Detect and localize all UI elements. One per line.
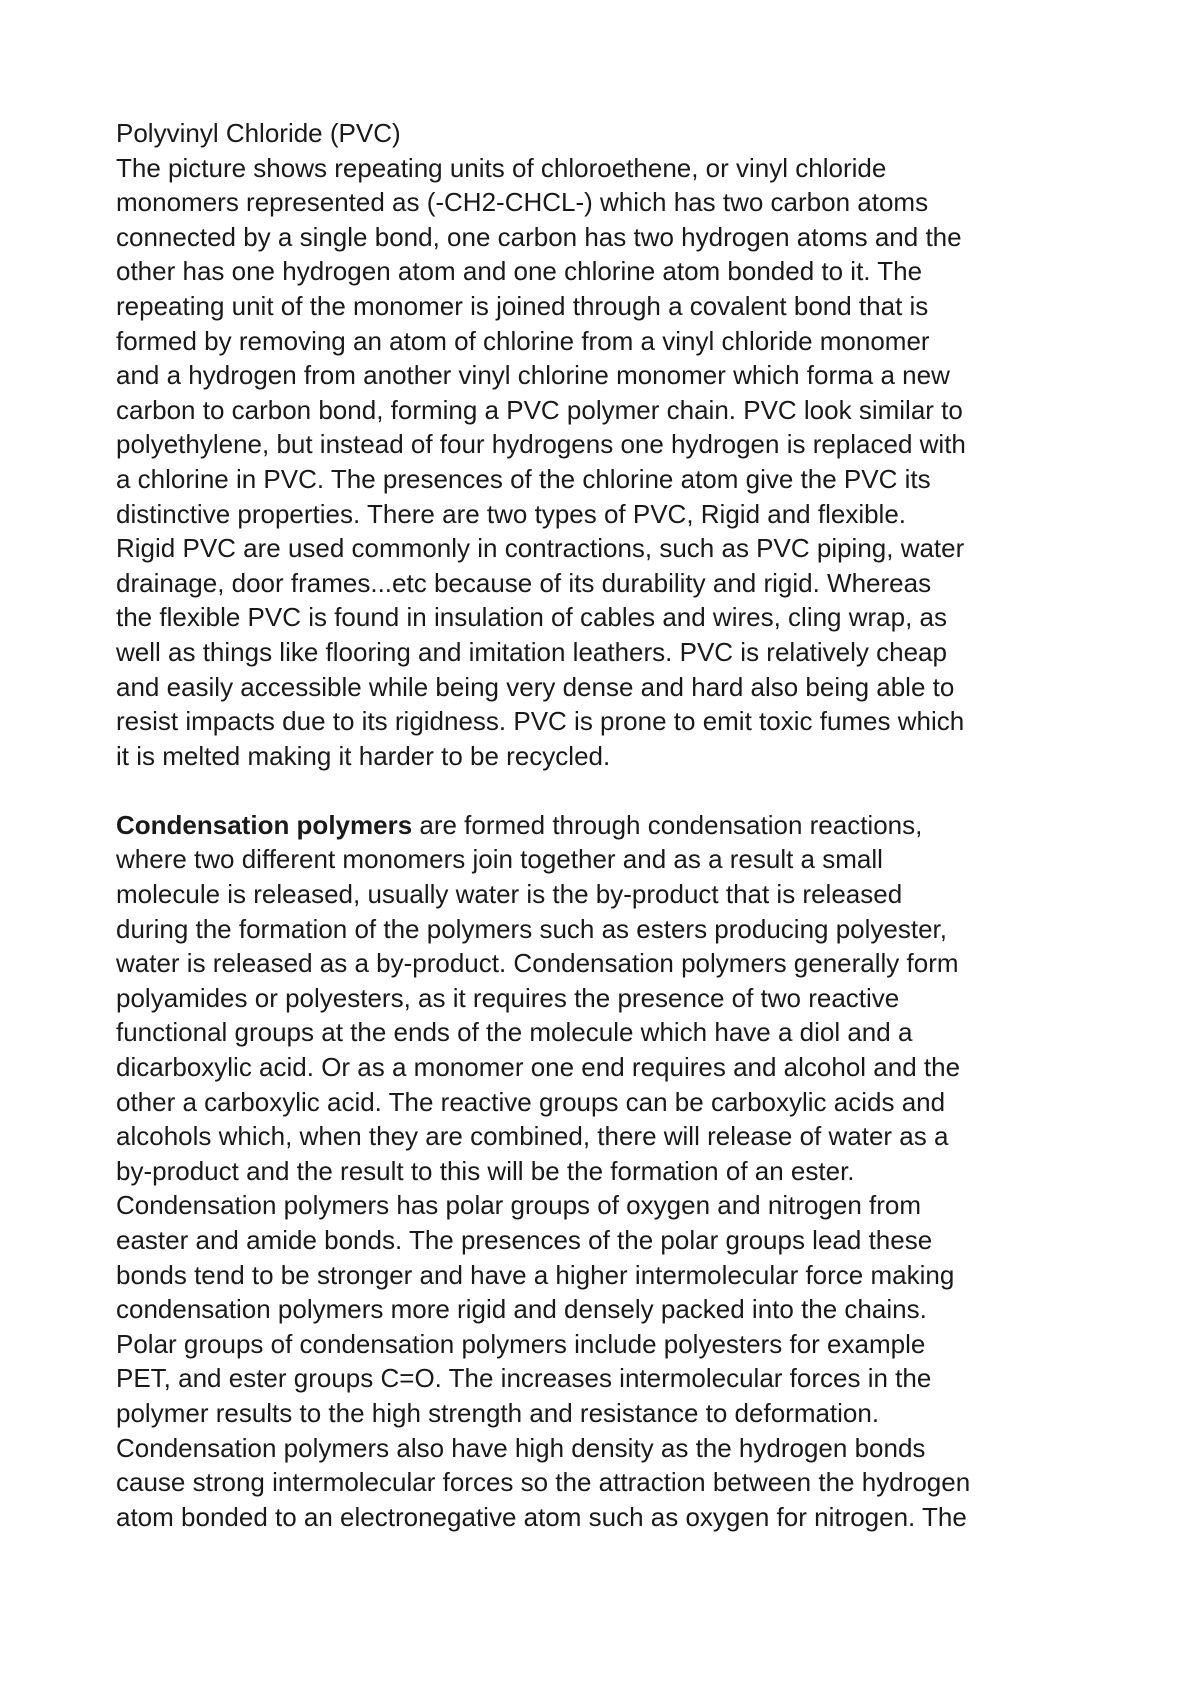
document-body bbox=[116, 116, 1116, 1534]
paragraph-line: easter and amide bonds. The presences of the polar groups lead these bbox=[116, 1225, 933, 1255]
paragraph-line: bonds tend to be stronger and have a higher intermolecular force making bbox=[116, 1259, 955, 1290]
paragraph-line: molecule is released, usually water is the by-product that is released bbox=[116, 879, 903, 910]
paragraph-line: other has one hydrogen atom and one chlorine atom bonded to it. The bbox=[116, 256, 923, 287]
paragraph-line: drainage, door frames...etc because of its durability and rigid. Whereas bbox=[116, 567, 932, 598]
paragraph-line: and a hydrogen from another vinyl chlorine monomer which forma a new bbox=[116, 360, 950, 391]
paragraph-line: where two different monomers join together and as a result a small bbox=[116, 844, 883, 875]
section-heading: Polyvinyl Chloride (PVC) bbox=[116, 118, 401, 148]
condensation-paragraph bbox=[116, 808, 1116, 1534]
paragraph-line: monomers represented as (-CH2-CHCL-) which has two carbon atoms bbox=[116, 187, 929, 218]
paragraph-line: distinctive properties. There are two types of PVC, Rigid and flexible. bbox=[116, 498, 907, 529]
paragraph-line: the flexible PVC is found in insulation of cables and wires, cling wrap, as bbox=[116, 602, 947, 633]
paragraph-line: repeating unit of the monomer is joined through a covalent bond that is bbox=[116, 290, 929, 321]
paragraph-line: and easily accessible while being very dense and hard also being able to bbox=[116, 671, 955, 702]
paragraph-line: cause strong intermolecular forces so the attraction between the hydrogen bbox=[116, 1467, 971, 1498]
paragraph-line: polyethylene, but instead of four hydrogens one hydrogen is replaced with bbox=[116, 429, 966, 460]
paragraph-line: polymer results to the high strength and resistance to deformation. bbox=[116, 1397, 880, 1428]
paragraph-line: formed by removing an atom of chlorine from a vinyl chloride monomer bbox=[116, 325, 930, 356]
paragraph-line: carbon to carbon bond, forming a PVC polymer chain. PVC look similar to bbox=[116, 394, 963, 425]
paragraph-line: condensation polymers more rigid and densely packed into the chains. bbox=[116, 1294, 927, 1325]
paragraph-line: Condensation polymers also have high density as the hydrogen bonds bbox=[116, 1432, 926, 1463]
paragraph-spacer bbox=[116, 773, 1116, 808]
paragraph-line: dicarboxylic acid. Or as a monomer one end requires and alcohol and the bbox=[116, 1052, 961, 1083]
paragraph-line: connected by a single bond, one carbon has two hydrogen atoms and the bbox=[116, 221, 962, 252]
paragraph-line: resist impacts due to its rigidness. PVC is prone to emit toxic fumes which bbox=[116, 706, 965, 737]
paragraph-line: functional groups at the ends of the molecule which have a diol and a bbox=[116, 1017, 913, 1048]
paragraph-line: Rigid PVC are used commonly in contractions, such as PVC piping, water bbox=[116, 533, 965, 564]
paragraph-line: well as things like flooring and imitation leathers. PVC is relatively cheap bbox=[116, 636, 947, 667]
paragraph-line: atom bonded to an electronegative atom such as oxygen for nitrogen. The bbox=[116, 1501, 967, 1532]
paragraph-line: Condensation polymers has polar groups of oxygen and nitrogen from bbox=[116, 1190, 922, 1221]
paragraph-line: polyamides or polyesters, as it requires the presence of two reactive bbox=[116, 982, 900, 1013]
paragraph-line: The picture shows repeating units of chloroethene, or vinyl chloride bbox=[116, 152, 887, 183]
paragraph-first-line bbox=[116, 808, 1116, 843]
condensation-term: Condensation polymers bbox=[116, 809, 413, 840]
paragraph-line: a chlorine in PVC. The presences of the chlorine atom give the PVC its bbox=[116, 463, 931, 494]
paragraph-line: it is melted making it harder to be recycled. bbox=[116, 740, 611, 771]
paragraph-line: PET, and ester groups C=O. The increases intermolecular forces in the bbox=[116, 1363, 932, 1394]
paragraph-line: by-product and the result to this will be the formation of an ester. bbox=[116, 1155, 855, 1186]
paragraph-line: alcohols which, when they are combined, there will release of water as a bbox=[116, 1121, 949, 1152]
paragraph-line: during the formation of the polymers such as esters producing polyester, bbox=[116, 913, 947, 944]
pvc-paragraph bbox=[116, 151, 1116, 774]
paragraph-line: other a carboxylic acid. The reactive groups can be carboxylic acids and bbox=[116, 1086, 946, 1117]
paragraph-line: water is released as a by-product. Condensation polymers generally form bbox=[116, 948, 959, 979]
paragraph-line-rest: are formed through condensation reactions, bbox=[412, 809, 923, 840]
paragraph-line: Polar groups of condensation polymers include polyesters for example bbox=[116, 1328, 926, 1359]
